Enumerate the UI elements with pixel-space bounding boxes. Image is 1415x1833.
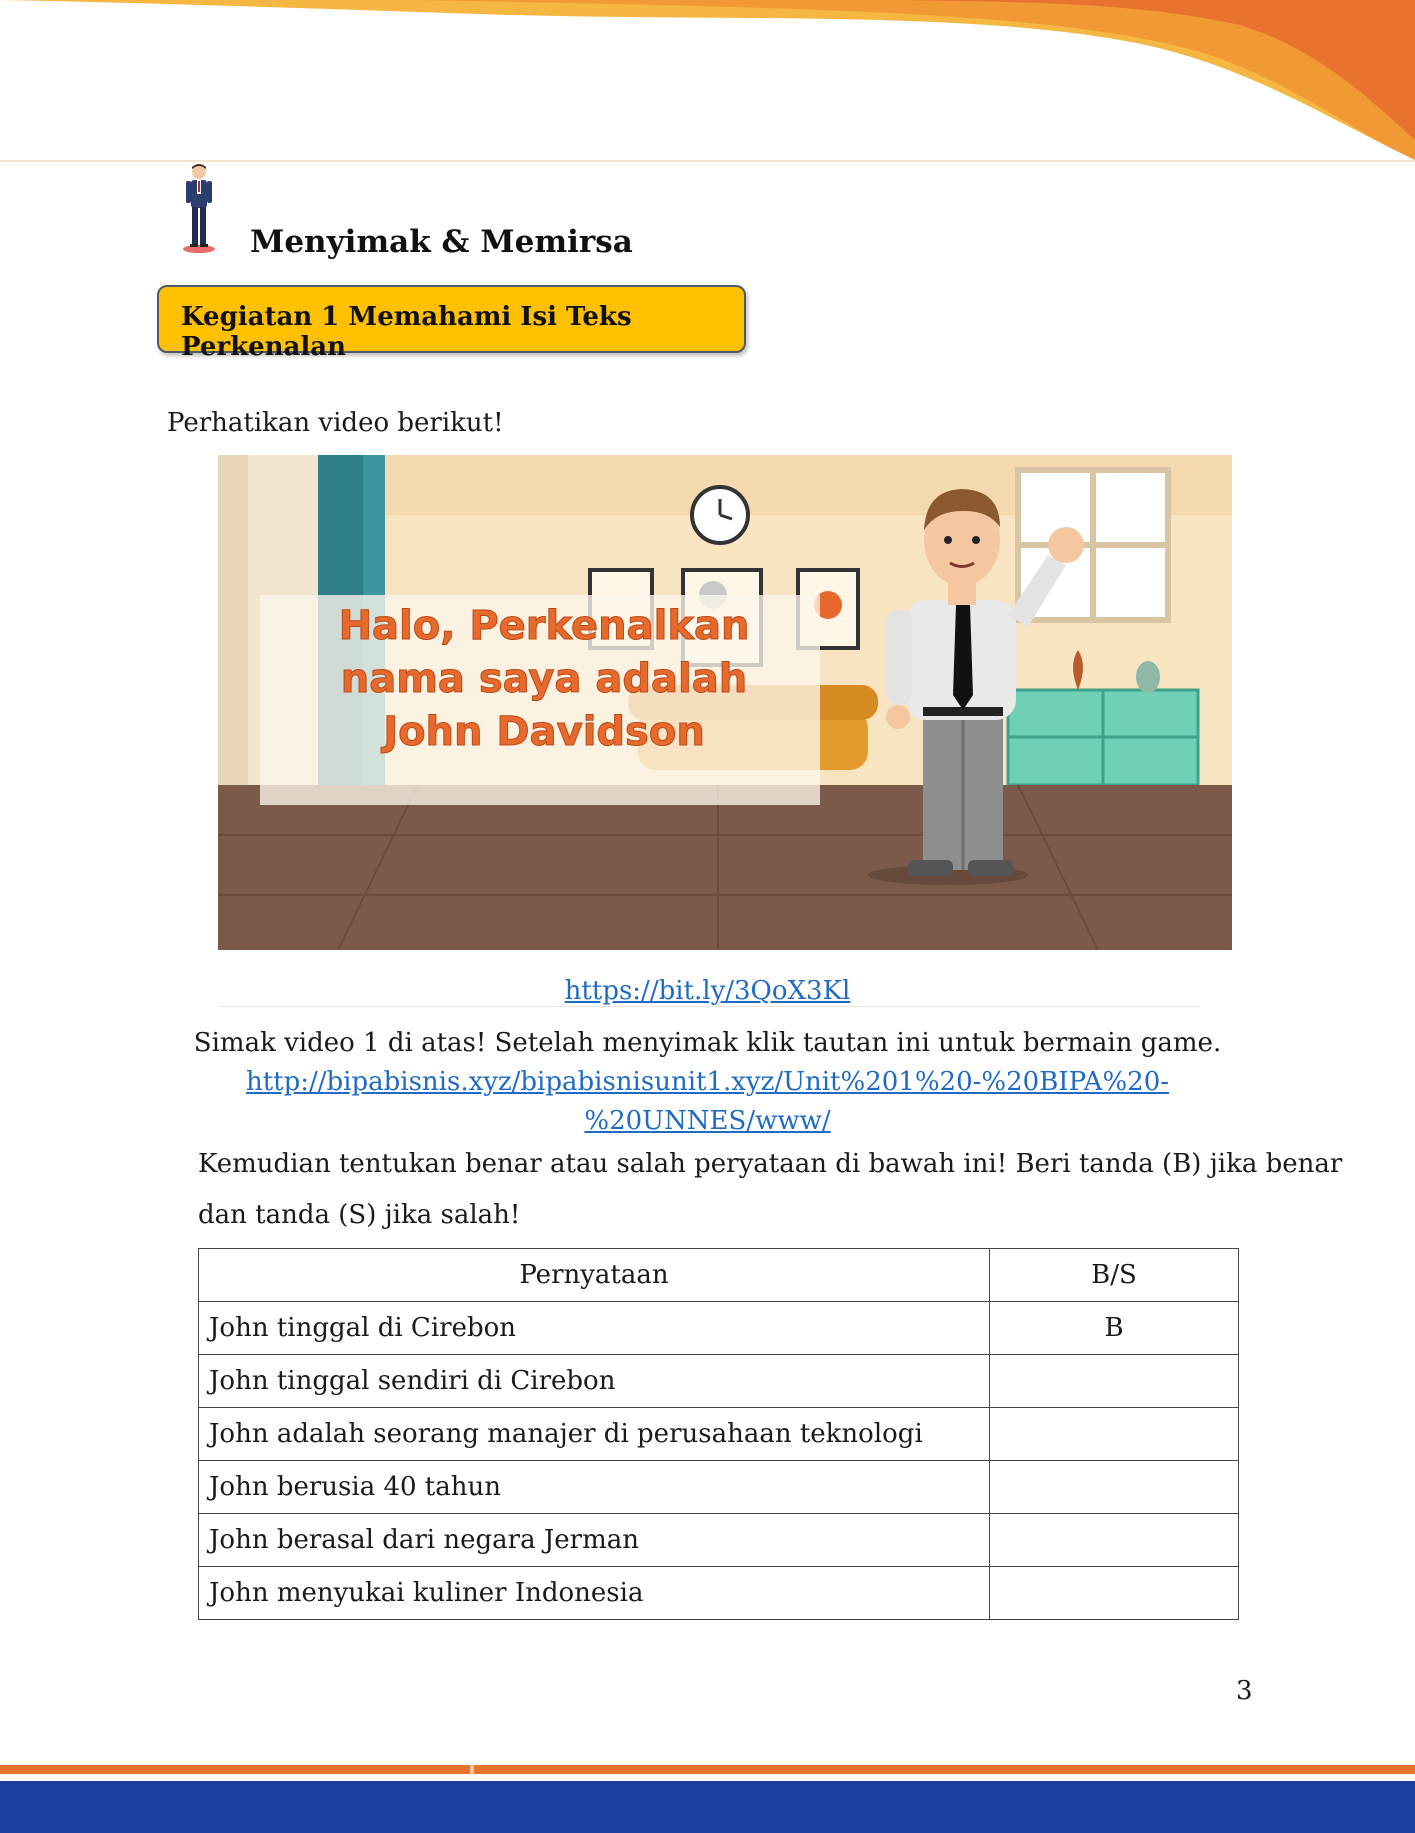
statement-cell: John tinggal di Cirebon [199, 1302, 990, 1355]
footer-orange-stripe [0, 1765, 1415, 1774]
answer-cell[interactable] [990, 1461, 1239, 1514]
statement-cell: John menyukai kuliner Indonesia [199, 1567, 990, 1620]
header-wave-decoration [0, 0, 1415, 165]
video-link-divider [218, 1006, 1200, 1007]
video-caption-line: John Davidson [383, 709, 705, 755]
instruction-text: Perhatikan video berikut! [167, 408, 504, 438]
table-row [199, 1302, 1239, 1355]
video-caption [262, 600, 826, 800]
answer-cell[interactable] [990, 1514, 1239, 1567]
table-row [199, 1461, 1239, 1514]
game-link-continued[interactable] [0, 1106, 1415, 1136]
answer-cell[interactable] [990, 1567, 1239, 1620]
statement-cell: John berasal dari negara Jerman [199, 1514, 990, 1567]
statement-cell: John tinggal sendiri di Cirebon [199, 1355, 990, 1408]
footer-stripe-notch [470, 1765, 474, 1774]
column-header-statement: Pernyataan [199, 1249, 990, 1302]
task-instruction-line: dan tanda (S) jika salah! [198, 1200, 521, 1230]
activity-label: Kegiatan 1 Memahami Isi Teks Perkenalan [181, 302, 632, 362]
section-title: Menyimak & Memirsa [250, 224, 633, 260]
presenter-figure-icon [178, 163, 238, 255]
statement-cell: John adalah seorang manajer di perusahaan teknologi [199, 1408, 990, 1461]
statement-table [198, 1248, 1239, 1620]
game-url-line[interactable]: http://bipabisnis.xyz/bipabisnisunit1.xyz/Unit%201%20-%20BIPA%20- [245, 1067, 1170, 1097]
table-row [199, 1567, 1239, 1620]
game-instruction: Simak video 1 di atas! Setelah menyimak klik tautan ini untuk bermain game. [193, 1028, 1222, 1058]
answer-cell[interactable] [990, 1355, 1239, 1408]
video-caption-line: Halo, Perkenalkan [338, 603, 750, 649]
video-caption-line: nama saya adalah [340, 656, 748, 702]
column-header-answer: B/S [990, 1249, 1239, 1302]
game-url-line[interactable]: %20UNNES/www/ [584, 1106, 831, 1136]
table-row [199, 1355, 1239, 1408]
header-divider [0, 160, 1415, 162]
task-instruction-line: Kemudian tentukan benar atau salah peryataan di bawah ini! Beri tanda (B) jika benar [198, 1149, 1343, 1179]
video-link[interactable]: https://bit.ly/3QoX3Kl [564, 976, 851, 1006]
answer-cell[interactable]: B [990, 1302, 1239, 1355]
game-link[interactable] [0, 1067, 1415, 1097]
statement-cell: John berusia 40 tahun [199, 1461, 990, 1514]
page-number: 3 [1236, 1676, 1253, 1706]
table-row [199, 1514, 1239, 1567]
video-thumbnail[interactable] [218, 455, 1232, 950]
table-row [199, 1408, 1239, 1461]
table-header-row [199, 1249, 1239, 1302]
footer-blue-band [0, 1781, 1415, 1833]
answer-cell[interactable] [990, 1408, 1239, 1461]
activity-badge [157, 285, 746, 362]
